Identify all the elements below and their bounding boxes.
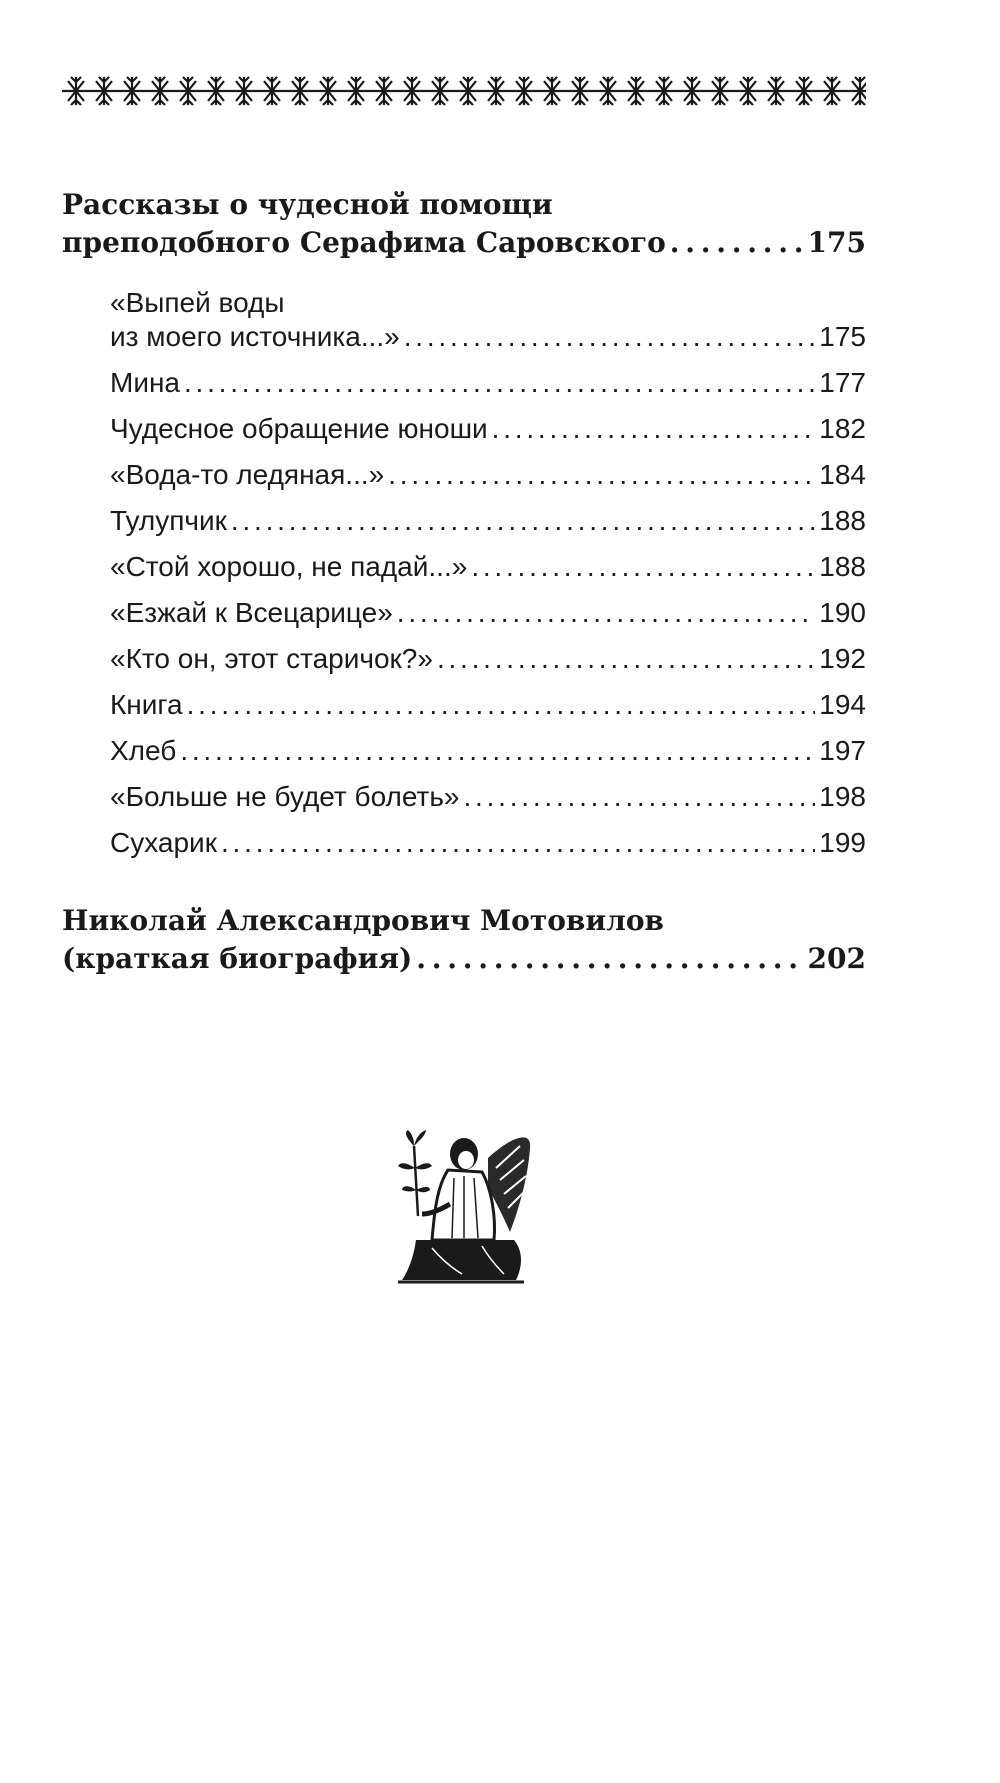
ornament-motif <box>90 77 118 105</box>
toc-entry-title-line1: «Выпей воды <box>110 287 285 318</box>
page-number: 198 <box>819 781 866 812</box>
page-number: 192 <box>819 643 866 674</box>
ornament-motif <box>734 77 762 105</box>
ornament-motif <box>818 77 846 105</box>
toc-entry-title: «Больше не будет болеть» <box>110 781 460 812</box>
page-number: 199 <box>819 827 866 858</box>
dot-leader <box>492 412 816 446</box>
toc-entry[interactable] <box>110 734 866 768</box>
ornament-motif <box>678 77 706 105</box>
ornament-motif <box>454 77 482 105</box>
dot-leader <box>187 688 816 722</box>
toc-entry-title: Сухарик <box>110 827 217 858</box>
ornament-motif <box>62 77 90 105</box>
ornament-motif <box>594 77 622 105</box>
ornament-motif <box>762 77 790 105</box>
toc-entry-title: Хлеб <box>110 735 177 766</box>
ornament-motif <box>790 77 818 105</box>
page-number: 177 <box>819 367 866 398</box>
page-number: 190 <box>819 597 866 628</box>
ornament-motif <box>706 77 734 105</box>
ornament-motif <box>230 77 258 105</box>
toc-section-biography[interactable] <box>62 902 866 978</box>
dot-leader <box>437 642 815 676</box>
dot-leader <box>180 734 815 768</box>
ornament-motif <box>650 77 678 105</box>
ornament-motif <box>482 77 510 105</box>
ornament-motif <box>622 77 650 105</box>
toc-entry-title: «Кто он, этот старичок?» <box>110 643 433 674</box>
page-number: 197 <box>819 735 866 766</box>
dot-leader <box>231 504 815 538</box>
section-title-line1: Николай Александрович Мотовилов <box>62 904 664 937</box>
section-title-line2: преподобного Серафима Саровского <box>62 226 666 259</box>
section-title-line2: (краткая биография) <box>62 942 413 975</box>
ornament-motif <box>314 77 342 105</box>
toc-entry[interactable] <box>110 458 866 492</box>
dot-leader <box>670 224 804 262</box>
toc-entry-title: «Стой хорошо, не падай...» <box>110 551 468 582</box>
embroidery-border-ornament-icon <box>62 72 866 110</box>
toc-entry[interactable] <box>110 412 866 446</box>
toc-entry[interactable] <box>110 780 866 814</box>
page-number: 202 <box>807 942 866 975</box>
dot-leader <box>416 940 803 978</box>
toc-entry-title: «Езжай к Всецарице» <box>110 597 393 628</box>
toc-entries <box>62 286 866 860</box>
page-number: 182 <box>819 413 866 444</box>
dot-leader <box>404 320 816 354</box>
toc-entry[interactable] <box>110 826 866 860</box>
toc-entry[interactable] <box>110 504 866 538</box>
table-of-contents <box>62 186 866 978</box>
toc-entry-title: «Вода-то ледяная...» <box>110 459 385 490</box>
ornament-motif <box>846 77 866 105</box>
toc-section-stories[interactable] <box>62 186 866 262</box>
ornament-motif <box>426 77 454 105</box>
toc-entry-title: Чудесное обращение юноши <box>110 413 488 444</box>
toc-entry[interactable] <box>110 366 866 400</box>
toc-entry[interactable] <box>110 550 866 584</box>
ornament-motif <box>258 77 286 105</box>
dot-leader <box>184 366 815 400</box>
page-number: 188 <box>819 505 866 536</box>
toc-entry-title: из моего источника...» <box>110 321 400 352</box>
ornament-motif <box>370 77 398 105</box>
kneeling-angel-with-lily-icon <box>392 1128 536 1284</box>
dot-leader <box>388 458 815 492</box>
dot-leader <box>471 550 815 584</box>
toc-entry-title: Мина <box>110 367 180 398</box>
toc-entry[interactable] <box>110 286 866 354</box>
ornament-motif <box>566 77 594 105</box>
page-number: 194 <box>819 689 866 720</box>
ornament-motif <box>538 77 566 105</box>
toc-entry[interactable] <box>110 596 866 630</box>
ornament-motif <box>398 77 426 105</box>
dot-leader <box>221 826 815 860</box>
ornament-motif <box>510 77 538 105</box>
ornament-motif <box>286 77 314 105</box>
page-number: 175 <box>819 321 866 352</box>
dot-leader <box>464 780 816 814</box>
ornament-motif <box>118 77 146 105</box>
ornament-motif <box>202 77 230 105</box>
toc-entry[interactable] <box>110 688 866 722</box>
dot-leader <box>397 596 816 630</box>
page-number: 188 <box>819 551 866 582</box>
ornament-motif <box>342 77 370 105</box>
toc-entry-title: Тулупчик <box>110 505 227 536</box>
ornament-motif <box>146 77 174 105</box>
toc-entry[interactable] <box>110 642 866 676</box>
toc-entry-title: Книга <box>110 689 183 720</box>
section-title-line1: Рассказы о чудесной помощи <box>62 188 553 221</box>
ornament-motif <box>174 77 202 105</box>
page-number: 175 <box>807 226 866 259</box>
page-number: 184 <box>819 459 866 490</box>
